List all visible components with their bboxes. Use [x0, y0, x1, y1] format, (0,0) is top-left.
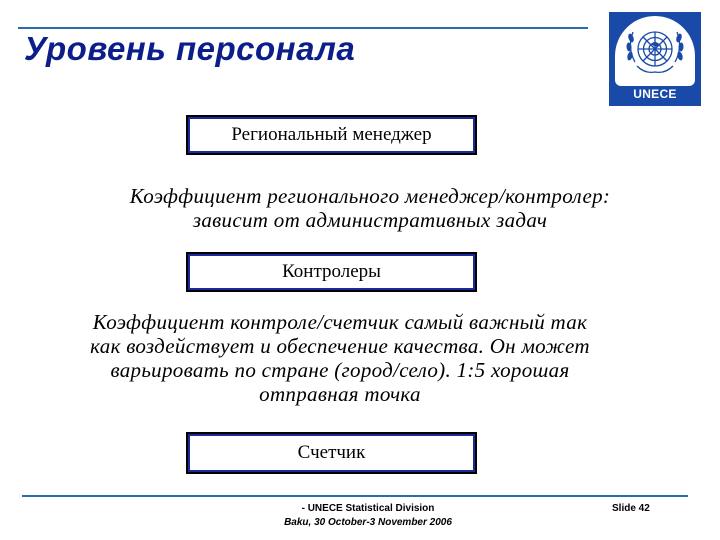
description-line: Коэффициент регионального менеджер/контролер: — [129, 184, 611, 208]
description-line: Коэффициент контроле/счетчик самый важный так — [92, 310, 588, 334]
description-line: как воздействует и обеспечение качества. Он может — [90, 334, 590, 358]
header-divider — [18, 27, 588, 29]
description-line: отправная точка — [259, 382, 421, 406]
level-box-regional-manager: Региональный менеджер — [186, 115, 477, 155]
un-emblem-icon — [615, 16, 695, 86]
unece-logo — [609, 12, 701, 106]
description-line: зависит от административных задач — [192, 208, 548, 232]
slide-number: Slide 42 — [612, 503, 650, 514]
description-line: варьировать по стране (город/село). 1:5 хорошая — [110, 358, 570, 382]
level-description-regional-manager — [60, 184, 680, 232]
footer-division: - UNECE Statistical Division — [301, 503, 435, 514]
footer-divider — [22, 495, 688, 497]
logo-text: UNECE — [633, 87, 677, 101]
slide-title: Уровень персонала — [24, 30, 356, 67]
footer-event: Baku, 30 October-3 November 2006 — [284, 517, 452, 528]
level-box-supervisors: Контролеры — [186, 252, 477, 292]
level-box-enumerator: Счетчик — [186, 432, 477, 474]
level-description-supervisors — [20, 310, 660, 406]
footer — [248, 502, 488, 530]
